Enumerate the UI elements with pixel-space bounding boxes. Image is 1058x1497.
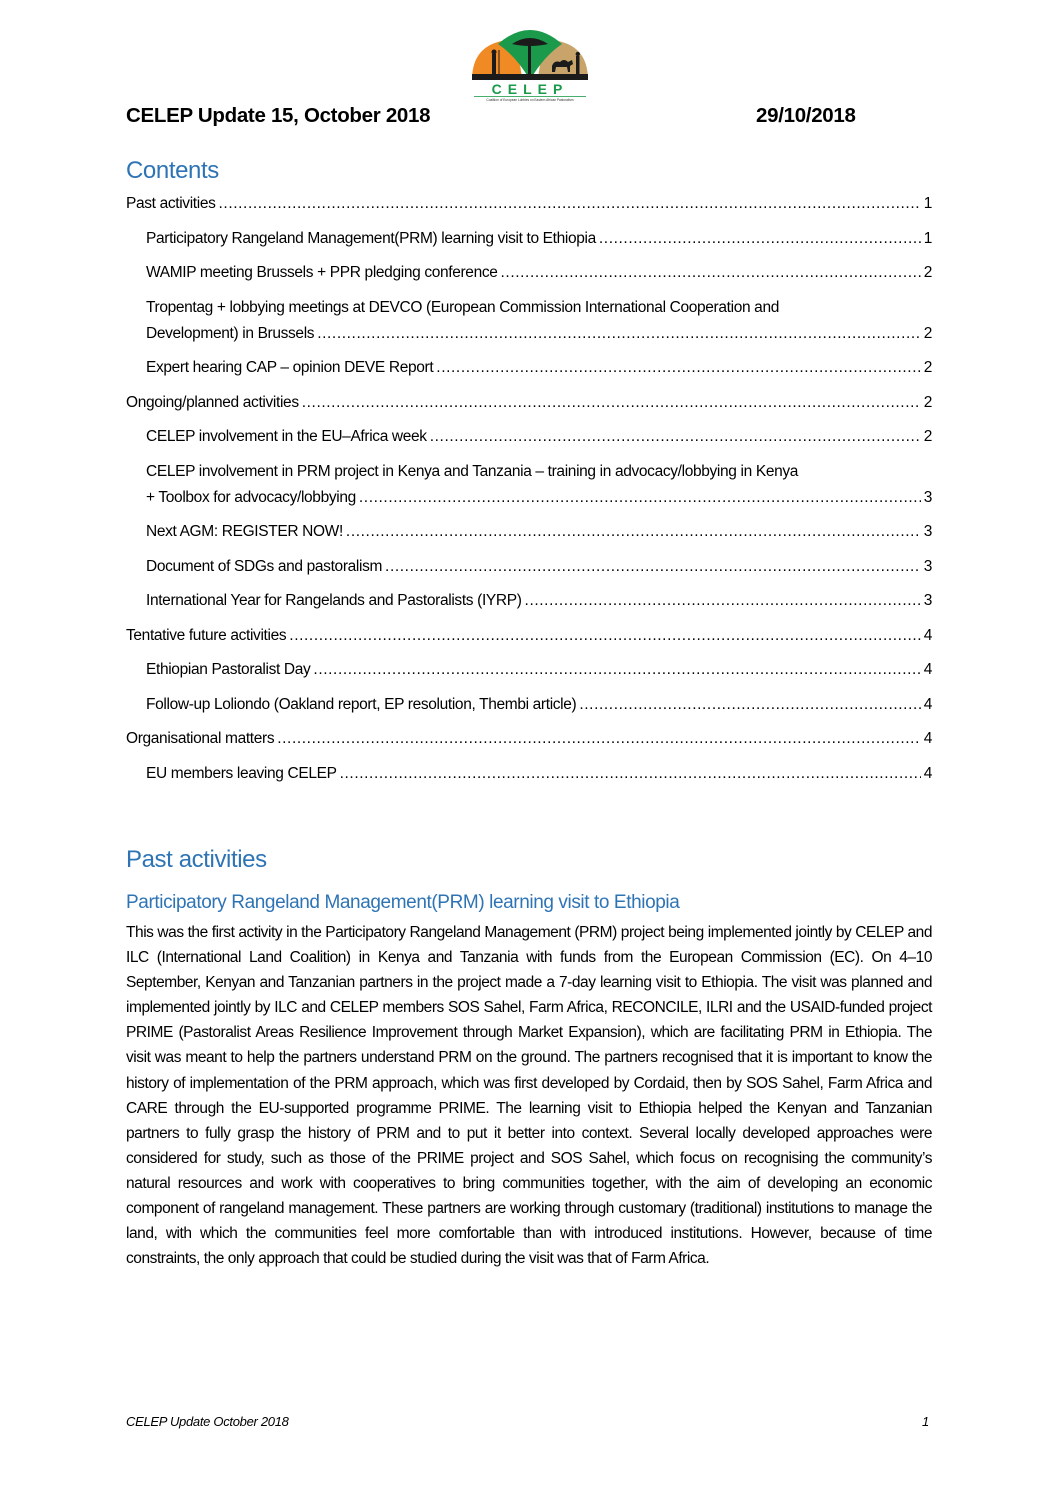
toc-entry-text-line1: Tropentag + lobbying meetings at DEVCO (European Commission International Cooperation and — [146, 298, 779, 316]
toc-leader-dots — [579, 692, 920, 717]
toc-page-number: 4 — [923, 626, 932, 644]
document-title: CELEP Update 15, October 2018 — [126, 104, 431, 127]
toc-entry[interactable] — [126, 657, 932, 682]
toc-entry[interactable] — [126, 424, 932, 449]
toc-leader-dots — [289, 623, 920, 648]
toc-entry-text: Ethiopian Pastoralist Day — [146, 661, 311, 678]
toc-page-number: 2 — [923, 359, 932, 376]
toc-entry-text: Ongoing/planned activities — [126, 393, 299, 411]
logo-tagline: Coalition of European Lobbies on Eastern African Pastoralism — [486, 98, 574, 102]
toc-page-number: 3 — [923, 592, 932, 609]
toc-page-number: 4 — [923, 764, 932, 782]
toc-leader-dots — [219, 191, 921, 216]
toc-entry[interactable] — [126, 588, 932, 613]
toc-page-number: 2 — [923, 393, 932, 411]
toc-page-number: 2 — [923, 324, 932, 342]
toc-entry-text: Follow-up Loliondo (Oakland report, EP resolution, Thembi article) — [146, 695, 577, 713]
toc-entry[interactable] — [126, 623, 932, 648]
toc-entry-text: Past activities — [126, 195, 216, 212]
toc-leader-dots — [525, 588, 921, 613]
body-paragraph: This was the first activity in the Participatory Rangeland Management (PRM) project being implemented jointly by CELEP and ILC (International Land Coalition) in Kenya and Tanzania with funds from the European Commission (EC). On 4–10 September, Kenyan and Tanzanian partners in the project made a 7-day learning visit to Ethiopia. The visit was planned and implemented jointly by ILC and CELEP members SOS Sahel, Farm Africa, RECONCILE, ILRI and the USAID-funded project PRIME (Pastoralist Areas Resilience Improvement through Market Expansion), which are facilitating PRM in Ethiopia. The visit was meant to help the partners understand PRM on the ground. The partners recognised that it is important to know the history of implementation of the PRM approach, which was first developed by Cordaid, then by SOS Sahel, Farm Africa and CARE through the EU-supported programme PRIME. The learning visit to Ethiopia helped the Kenyan and Tanzanian partners to fully grasp the history of PRM and to put it better into context. Several locally developed approaches were considered for study, such as those of the PRIME project and SOS Sahel, which focus on recognising the community’s natural resources and work with cooperatives to bring communities together, with the aim of developing an economic component of rangeland management. These partners are working through customary (traditional) institutions to manage the land, with which the communities feel more comfortable than with introduced institutions. However, because of time constraints, the only approach that could be studied during the visit was that of Farm Africa. — [126, 924, 932, 1268]
toc-page-number: 4 — [923, 695, 932, 713]
toc-leader-dots — [436, 355, 920, 380]
toc-leader-dots — [317, 321, 921, 346]
toc-entry-text: WAMIP meeting Brussels + PPR pledging conference — [146, 264, 498, 281]
toc-entry-text: International Year for Rangelands and Pastoralists (IYRP) — [146, 592, 522, 609]
toc-page-number: 2 — [923, 428, 932, 445]
toc-leader-dots — [346, 519, 921, 544]
toc-entry-text: Participatory Rangeland Management(PRM) learning visit to Ethiopia — [146, 229, 596, 247]
toc-page-number: 3 — [923, 488, 932, 506]
toc-entry[interactable] — [126, 260, 932, 285]
toc-entry-text: Tentative future activities — [126, 626, 287, 644]
toc-page-number: 4 — [923, 661, 932, 678]
toc-entry-text: EU members leaving CELEP — [146, 764, 337, 782]
toc-entry-text: Next AGM: REGISTER NOW! — [146, 523, 343, 540]
toc-entry-text-line1: CELEP involvement in PRM project in Kenya and Tanzania – training in advocacy/lobbying in Kenya — [146, 462, 799, 480]
toc-entry[interactable] — [126, 226, 932, 251]
contents-heading: Contents — [126, 157, 219, 184]
celep-logo-graphic — [468, 22, 592, 102]
document-date: 29/10/2018 — [756, 104, 856, 127]
toc-page-number: 4 — [923, 730, 932, 747]
toc-page-number: 1 — [923, 195, 932, 212]
table-of-contents — [126, 190, 932, 786]
footer-page-number: 1 — [922, 1414, 930, 1429]
toc-entry-text: Organisational matters — [126, 730, 275, 747]
toc-leader-dots — [359, 485, 921, 510]
toc-page-number: 2 — [923, 264, 932, 281]
toc-entry[interactable] — [126, 692, 932, 717]
toc-entry[interactable] — [126, 726, 932, 751]
toc-entry[interactable] — [126, 761, 932, 786]
toc-leader-dots — [302, 390, 921, 415]
toc-page-number: 1 — [923, 229, 932, 247]
toc-leader-dots — [340, 761, 921, 786]
toc-entry-text: CELEP involvement in the EU–Africa week — [146, 428, 427, 445]
toc-entry-text: Expert hearing CAP – opinion DEVE Report — [146, 359, 434, 376]
toc-entry[interactable] — [126, 519, 932, 544]
toc-entry-text: Document of SDGs and pastoralism — [146, 557, 383, 575]
toc-page-number: 3 — [923, 523, 932, 540]
toc-leader-dots — [599, 226, 921, 251]
toc-entry[interactable] — [126, 295, 932, 346]
toc-entry-text: + Toolbox for advocacy/lobbying — [146, 488, 356, 506]
toc-leader-dots — [313, 657, 920, 682]
toc-leader-dots — [501, 260, 921, 285]
subsection-heading-prm-visit: Participatory Rangeland Management(PRM) learning visit to Ethiopia — [126, 892, 680, 913]
toc-entry-text: Development) in Brussels — [146, 324, 315, 342]
toc-leader-dots — [385, 554, 921, 579]
footer-text: CELEP Update October 2018 — [126, 1414, 289, 1429]
toc-leader-dots — [430, 424, 921, 449]
section-heading-past-activities: Past activities — [126, 846, 267, 873]
toc-entry[interactable] — [126, 554, 932, 579]
toc-entry[interactable] — [126, 191, 932, 216]
toc-entry[interactable] — [126, 390, 932, 415]
logo-wordmark: CELEP — [491, 81, 569, 97]
toc-page-number: 3 — [923, 557, 932, 575]
toc-entry[interactable] — [126, 355, 932, 380]
celep-logo — [468, 22, 592, 102]
toc-entry[interactable] — [126, 459, 932, 510]
toc-leader-dots — [277, 726, 920, 751]
